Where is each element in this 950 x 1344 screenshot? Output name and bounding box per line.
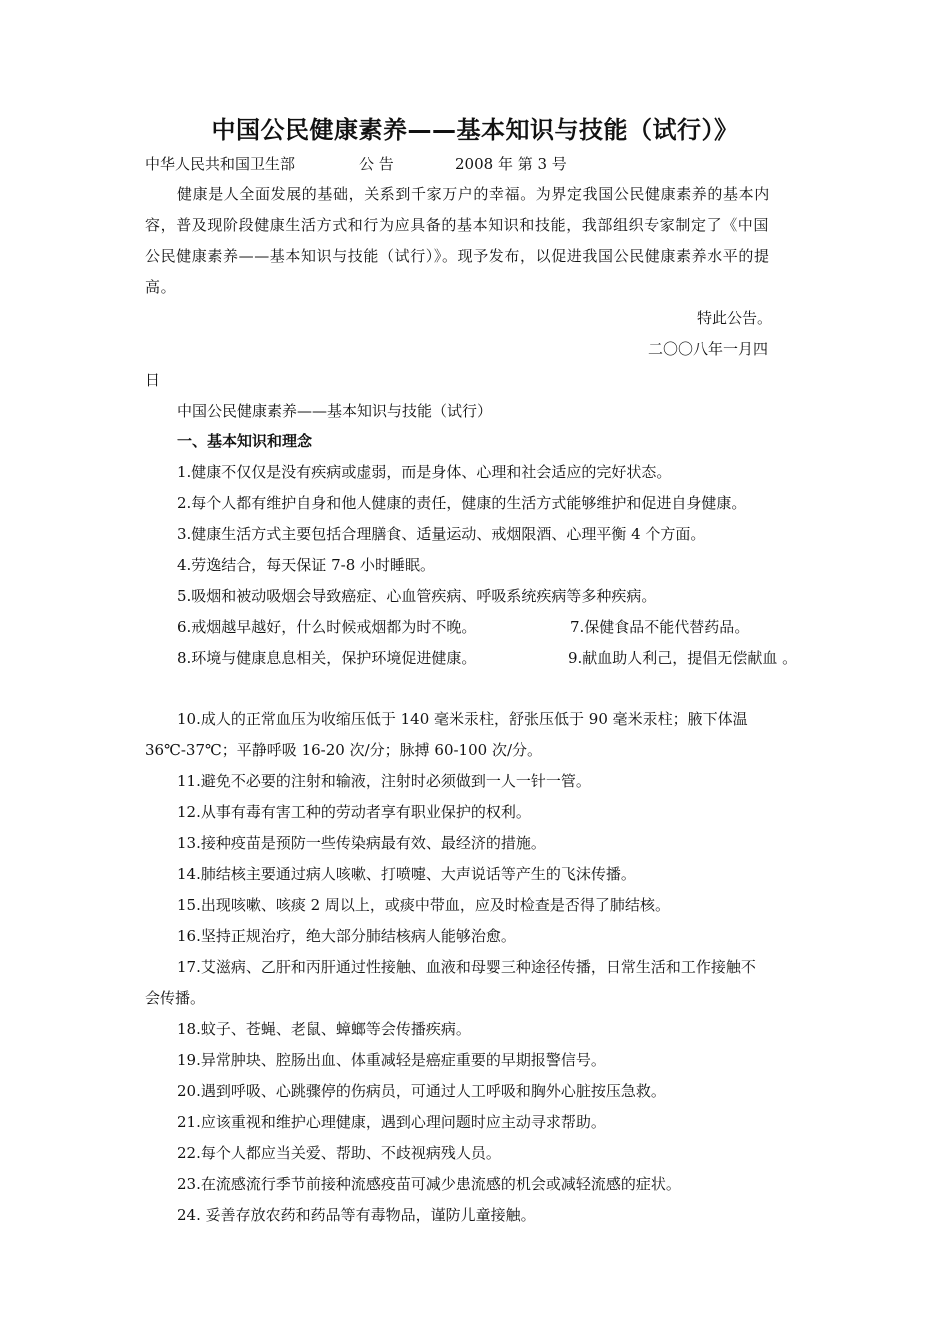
intro-line-2: 容，普及现阶段健康生活方式和行为应具备的基本知识和技能，我部组织专家制定了《中国 xyxy=(145,216,770,234)
list-item: 11.避免不必要的注射和输液，注射时必须做到一人一针一管。 xyxy=(177,772,591,790)
list-item: 6.戒烟越早越好，什么时候戒烟都为时不晚。 xyxy=(177,618,477,636)
list-item: 8.环境与健康息息相关，保护环境促进健康。 xyxy=(177,649,477,667)
list-item: 9.献血助人利己，提倡无偿献血 。 xyxy=(568,649,798,667)
date-line-1: 二〇〇八年一月四 xyxy=(648,340,769,358)
list-item: 16.坚持正规治疗，绝大部分肺结核病人能够治愈。 xyxy=(177,927,516,945)
date-line-2: 日 xyxy=(145,371,161,389)
list-item: 21.应该重视和维护心理健康，遇到心理问题时应主动寻求帮助。 xyxy=(177,1113,606,1131)
closing-text: 特此公告。 xyxy=(697,309,773,327)
list-item: 17.艾滋病、乙肝和丙肝通过性接触、血液和母婴三种途径传播，日常生活和工作接触不 xyxy=(177,958,756,976)
list-item: 22.每个人都应当关爱、帮助、不歧视病残人员。 xyxy=(177,1144,501,1162)
issuer-text: 中华人民共和国卫生部 xyxy=(145,155,296,173)
list-item: 14.肺结核主要通过病人咳嗽、打喷嚏、大声说话等产生的飞沫传播。 xyxy=(177,865,636,883)
list-item: 18.蚊子、苍蝇、老鼠、蟑螂等会传播疾病。 xyxy=(177,1020,471,1038)
list-item-continuation: 会传播。 xyxy=(145,989,206,1007)
intro-line-3: 公民健康素养——基本知识与技能（试行）》。现予发布，以促进我国公民健康素养水平的提 xyxy=(145,247,770,265)
list-item: 10.成人的正常血压为收缩压低于 140 毫米汞柱，舒张压低于 90 毫米汞柱；腋下体温 xyxy=(177,710,748,728)
intro-line-4: 高。 xyxy=(145,278,177,296)
list-item: 15.出现咳嗽、咳痰 2 周以上，或痰中带血，应及时检查是否得了肺结核。 xyxy=(177,896,670,914)
list-item: 19.异常肿块、腔肠出血、体重减轻是癌症重要的早期报警信号。 xyxy=(177,1051,606,1069)
list-item: 13.接种疫苗是预防一些传染病最有效、最经济的措施。 xyxy=(177,834,546,852)
list-item: 3.健康生活方式主要包括合理膳食、适量运动、戒烟限酒、心理平衡 4 个方面。 xyxy=(177,525,706,543)
intro-line-1: 健康是人全面发展的基础，关系到千家万户的幸福。为界定我国公民健康素养的基本内 xyxy=(177,185,770,203)
document-title: 中国公民健康素养——基本知识与技能（试行）》 xyxy=(211,116,739,144)
list-item: 5.吸烟和被动吸烟会导致癌症、心血管疾病、呼吸系统疾病等多种疾病。 xyxy=(177,587,657,605)
list-item-continuation: 36℃-37℃；平静呼吸 16-20 次/分；脉搏 60-100 次/分。 xyxy=(145,741,543,759)
announcement-type: 公 告 xyxy=(359,155,394,173)
list-item: 24. 妥善存放农药和药品等有毒物品，谨防儿童接触。 xyxy=(177,1206,536,1224)
list-item: 23.在流感流行季节前接种流感疫苗可减少患流感的机会或减轻流感的症状。 xyxy=(177,1175,681,1193)
list-item: 1.健康不仅仅是没有疾病或虚弱，而是身体、心理和社会适应的完好状态。 xyxy=(177,463,672,481)
list-item: 20.遇到呼吸、心跳骤停的伤病员，可通过人工呼吸和胸外心脏按压急救。 xyxy=(177,1082,666,1100)
announcement-number: 2008 年 第 3 号 xyxy=(455,155,567,173)
list-item: 4.劳逸结合，每天保证 7-8 小时睡眠。 xyxy=(177,556,436,574)
list-item: 7.保健食品不能代替药品。 xyxy=(570,618,750,636)
subtitle: 中国公民健康素养——基本知识与技能（试行） xyxy=(177,402,493,420)
list-item: 12.从事有毒有害工种的劳动者享有职业保护的权利。 xyxy=(177,803,531,821)
list-item: 2.每个人都有维护自身和他人健康的责任，健康的生活方式能够维护和促进自身健康。 xyxy=(177,494,747,512)
section-heading: 一、基本知识和理念 xyxy=(177,432,313,450)
